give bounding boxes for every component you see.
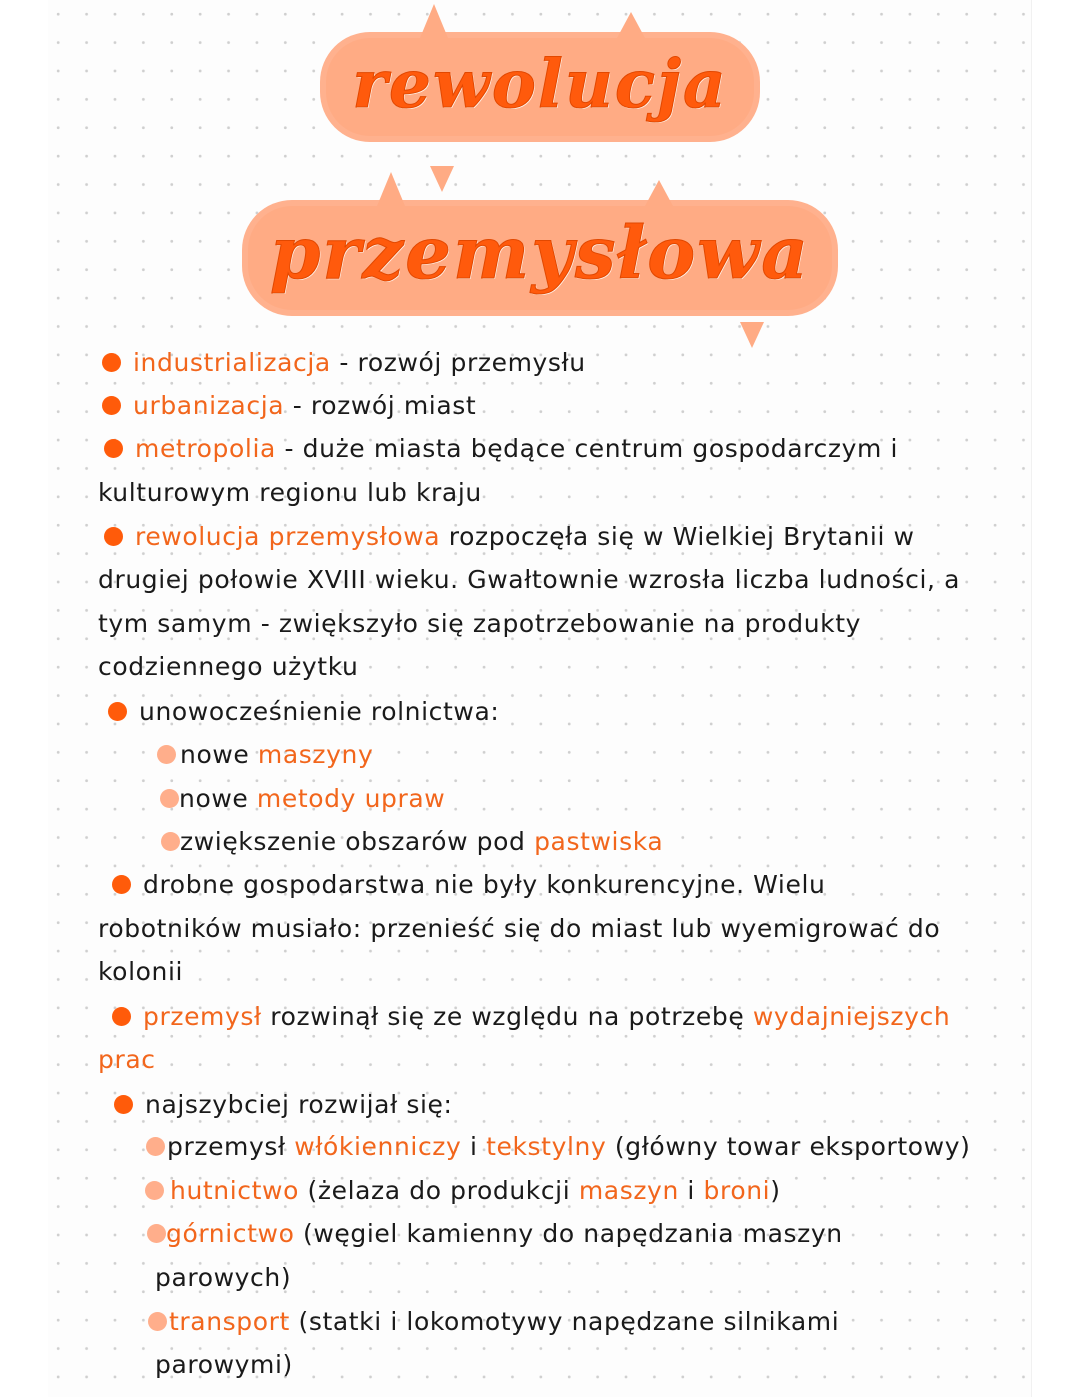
sub-bullet-icon: [161, 832, 180, 851]
main-bullet-icon: [102, 396, 121, 415]
note-industrializacja: [102, 347, 586, 379]
text: (węgiel kamienny do napędzania maszyn: [294, 1219, 843, 1248]
text: nowe: [179, 784, 257, 813]
sub-bullet-icon: [148, 1312, 167, 1331]
label: najszybciej rozwijał się:: [145, 1090, 453, 1119]
title-word-przemyslowa: przemysłowa: [248, 206, 832, 310]
note-metropolia: [104, 433, 898, 465]
sub-item-transport-cont: parowymi): [155, 1350, 293, 1379]
note-rewolucja-cont-1: drugiej połowie XVIII wieku. Gwałtownie wzrosła liczba ludności, a: [98, 565, 960, 594]
text: nowe: [180, 740, 258, 769]
text: (główny towar eksportowy): [606, 1132, 971, 1161]
main-bullet-icon: [102, 353, 121, 372]
term: urbanizacja: [133, 391, 285, 420]
note-najszybciej: [114, 1089, 453, 1121]
definition: rozpoczęła się w Wielkiej Brytanii w: [440, 522, 915, 551]
term: pastwiska: [534, 827, 664, 856]
note-gospodarstwa-cont-1: robotników musiało: przenieść się do miast lub wyemigrować do: [98, 914, 941, 943]
note-urbanizacja: [102, 390, 476, 422]
note-rewolucja-cont-3: codziennego użytku: [98, 652, 359, 681]
term: wydajniejszych: [752, 1002, 951, 1031]
sub-bullet-icon: [160, 789, 179, 808]
sub-item-gornictwo: [147, 1218, 843, 1250]
text: przemysł: [167, 1132, 295, 1161]
sub-item-pastwiska: [161, 826, 663, 858]
text: (statki i lokomotywy napędzane silnikami: [289, 1307, 840, 1336]
term: włókienniczy: [294, 1132, 462, 1161]
definition: - rozwój miast: [284, 391, 477, 420]
note-przemysl-cont: prac: [98, 1045, 156, 1074]
term: transport: [169, 1307, 290, 1336]
term: hutnictwo: [170, 1176, 299, 1205]
text: (żelaza do produkcji: [298, 1176, 579, 1205]
main-bullet-icon: [104, 527, 123, 546]
sub-bullet-icon: [157, 745, 176, 764]
term: maszyn: [578, 1176, 679, 1205]
sub-bullet-icon: [147, 1224, 166, 1243]
text: zwiększenie obszarów pod: [180, 827, 535, 856]
note-gospodarstwa-cont-2: kolonii: [98, 957, 184, 986]
note-gospodarstwa: [112, 869, 825, 901]
label: unowocześnienie rolnictwa:: [139, 697, 500, 726]
title-word-rewolucja: rewolucja: [326, 38, 754, 136]
main-bullet-icon: [104, 439, 123, 458]
sub-item-metody-upraw: [160, 783, 445, 815]
note-rewolucja: [104, 521, 915, 553]
term: maszyny: [257, 740, 374, 769]
definition: - duże miasta będące centrum gospodarczym i: [275, 434, 899, 463]
text: ): [770, 1176, 781, 1205]
main-bullet-icon: [112, 875, 131, 894]
term: tekstylny: [486, 1132, 607, 1161]
sub-bullet-icon: [146, 1137, 165, 1156]
text: rozwinął się ze względu na potrzebę: [261, 1002, 753, 1031]
term: metropolia: [135, 434, 276, 463]
text: i: [678, 1176, 704, 1205]
main-bullet-icon: [114, 1095, 133, 1114]
term: metody upraw: [256, 784, 446, 813]
term: rewolucja przemysłowa: [135, 522, 441, 551]
term: górnictwo: [166, 1219, 295, 1248]
sub-bullet-icon: [145, 1181, 164, 1200]
main-bullet-icon: [112, 1007, 131, 1026]
text: i: [461, 1132, 487, 1161]
term: industrializacja: [133, 348, 331, 377]
sub-item-wlokienniczy: [146, 1131, 970, 1163]
text: drobne gospodarstwa nie były konkurencyjne. Wielu: [143, 870, 826, 899]
sub-item-transport: [148, 1306, 839, 1338]
term: przemysł: [143, 1002, 262, 1031]
term: broni: [703, 1176, 771, 1205]
note-przemysl: [112, 1001, 950, 1033]
main-bullet-icon: [108, 702, 127, 721]
note-metropolia-cont: kulturowym regionu lub kraju: [98, 478, 482, 507]
sub-item-maszyny: [157, 739, 373, 771]
note-rewolucja-cont-2: tym samym - zwiększyło się zapotrzebowanie na produkty: [98, 609, 862, 638]
note-rolnictwo: [108, 696, 499, 728]
sub-item-gornictwo-cont: parowych): [155, 1263, 292, 1292]
definition: - rozwój przemysłu: [330, 348, 586, 377]
sub-item-hutnictwo: [145, 1175, 781, 1207]
